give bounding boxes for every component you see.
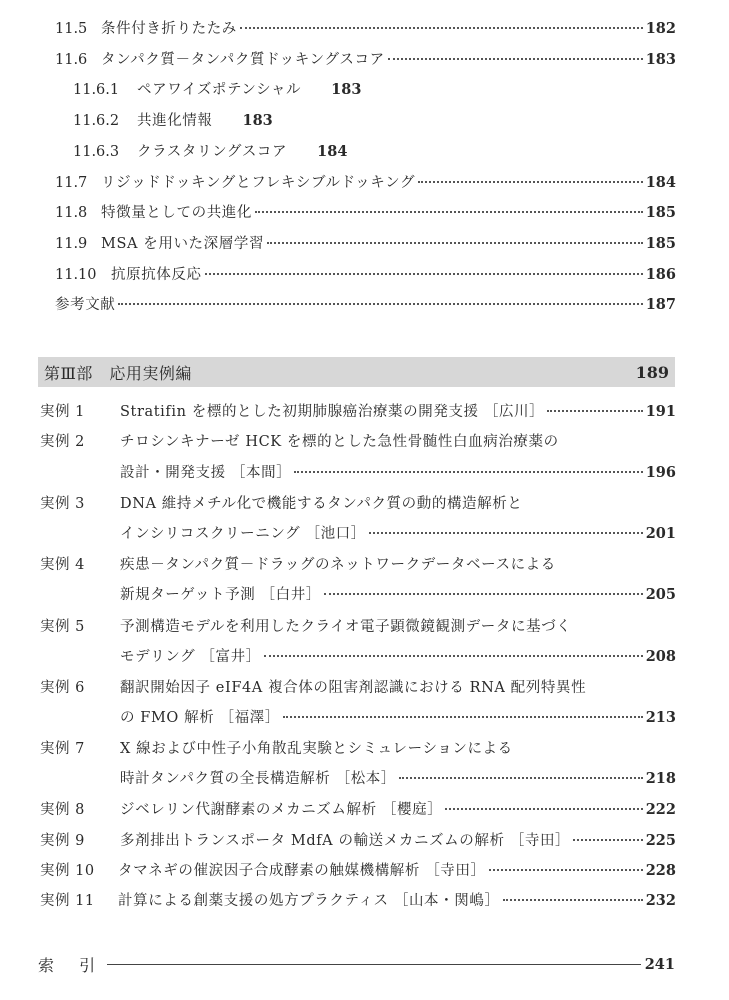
toc-case-7[interactable] xyxy=(40,739,676,759)
dot-leader xyxy=(399,777,643,779)
case-label: 実例 5 xyxy=(40,619,85,635)
toc-entry-11-10[interactable] xyxy=(55,265,676,285)
dot-leader xyxy=(205,273,643,275)
section-number: 11.7 xyxy=(55,175,88,191)
case-label: 実例 6 xyxy=(40,680,85,696)
case-title: 疾患－タンパク質－ドラッグのネットワークデータベースによる xyxy=(120,557,556,573)
page-number: 225 xyxy=(645,832,676,849)
toc-case-2[interactable] xyxy=(40,432,676,452)
case-title-cont: 設計・開発支援 ［本間］ xyxy=(120,465,292,481)
page-number: 218 xyxy=(645,770,676,787)
toc-entry-11-5[interactable] xyxy=(55,19,676,39)
part-header[interactable] xyxy=(38,357,675,387)
toc-entry-11-6-3[interactable] xyxy=(73,142,347,162)
toc-case-5[interactable] xyxy=(40,617,676,637)
section-title: 抗原抗体反応 xyxy=(111,267,202,283)
toc-entry-11-6-2[interactable] xyxy=(73,111,273,131)
section-title: クラスタリングスコア xyxy=(137,144,288,160)
toc-entry-11-7[interactable] xyxy=(55,173,676,193)
part-title: 第Ⅲ部 応用実例編 xyxy=(44,363,192,383)
section-title: MSA を用いた深層学習 xyxy=(101,236,265,252)
dot-leader xyxy=(573,839,643,841)
case-title: タマネギの催涙因子合成酵素の触媒機構解析 ［寺田］ xyxy=(118,863,486,879)
dot-leader xyxy=(118,303,642,305)
case-title: 多剤排出トランスポータ MdfA の輸送メカニズムの解析 ［寺田］ xyxy=(120,833,571,849)
toc-case-4-cont[interactable] xyxy=(120,585,676,605)
toc-case-9[interactable] xyxy=(40,831,676,851)
dot-leader xyxy=(418,181,643,183)
page-number: 184 xyxy=(645,174,676,191)
case-title: Stratifin を標的とした初期肺腺癌治療薬の開発支援 ［広川］ xyxy=(120,404,545,420)
toc-entry-references[interactable] xyxy=(55,295,676,315)
page-number: 186 xyxy=(645,266,676,283)
toc-case-6-cont[interactable] xyxy=(120,708,676,728)
case-title: 計算による創薬支援の処方プラクティス ［山本・関嶋］ xyxy=(118,893,500,909)
page-number: 185 xyxy=(645,235,676,252)
page-number: 241 xyxy=(644,956,675,973)
case-title-cont: インシリコスクリーニング ［池口］ xyxy=(120,526,366,542)
section-title: 特徴量としての共進化 xyxy=(101,205,252,221)
dot-leader xyxy=(255,211,643,213)
dot-leader xyxy=(489,869,643,871)
page-number: 196 xyxy=(645,464,676,481)
case-label: 実例 7 xyxy=(40,741,85,757)
dot-leader xyxy=(240,27,643,29)
dot-leader xyxy=(388,58,643,60)
toc-case-2-cont[interactable] xyxy=(120,463,676,483)
section-title: リジッドドッキングとフレキシブルドッキング xyxy=(101,175,416,191)
page-number: 183 xyxy=(645,51,676,68)
section-number: 11.6 xyxy=(55,52,88,68)
toc-case-7-cont[interactable] xyxy=(120,769,676,789)
section-title: タンパク質－タンパク質ドッキングスコア xyxy=(101,52,385,68)
dot-leader xyxy=(445,808,642,810)
case-label: 実例 2 xyxy=(40,434,85,450)
dot-leader xyxy=(324,593,643,595)
section-number: 11.5 xyxy=(55,21,88,37)
section-title: 共進化情報 xyxy=(137,113,213,129)
dot-leader xyxy=(267,242,643,244)
page-number: 185 xyxy=(645,204,676,221)
toc-case-8[interactable] xyxy=(40,800,676,820)
page-number: 213 xyxy=(645,709,676,726)
section-title: 参考文献 xyxy=(55,297,116,313)
toc-case-6[interactable] xyxy=(40,678,676,698)
section-number: 11.10 xyxy=(55,267,97,283)
case-title-cont: の FMO 解析 ［福澤］ xyxy=(120,710,280,726)
dot-leader xyxy=(294,471,642,473)
case-title: チロシンキナーゼ HCK を標的とした急性骨髄性白血病治療薬の xyxy=(120,434,559,450)
page-number: 189 xyxy=(635,362,669,382)
toc-entry-index[interactable] xyxy=(38,953,675,976)
page-number: 182 xyxy=(645,20,676,37)
case-title: 予測構造モデルを利用したクライオ電子顕微鏡観測データに基づく xyxy=(120,619,572,635)
section-number: 11.6.1 xyxy=(73,82,120,98)
solid-leader xyxy=(107,964,641,965)
case-title-cont: 時計タンパク質の全長構造解析 ［松本］ xyxy=(120,771,396,787)
toc-case-3[interactable] xyxy=(40,494,676,514)
toc-case-10[interactable] xyxy=(40,861,676,881)
case-label: 実例 9 xyxy=(40,833,85,849)
section-title: ペアワイズポテンシャル xyxy=(137,82,302,98)
dot-leader xyxy=(503,899,643,901)
case-title: 翻訳開始因子 eIF4A 複合体の阻害剤認識における RNA 配列特異性 xyxy=(120,680,587,696)
case-label: 実例 8 xyxy=(40,802,85,818)
case-label: 実例 10 xyxy=(40,863,95,879)
toc-case-1[interactable] xyxy=(40,402,676,422)
toc-entry-11-9[interactable] xyxy=(55,234,676,254)
page-number: 191 xyxy=(645,403,676,420)
case-label: 実例 11 xyxy=(40,893,95,909)
case-label: 実例 4 xyxy=(40,557,85,573)
page-number: 187 xyxy=(645,296,676,313)
page-number: 205 xyxy=(645,586,676,603)
section-number: 11.6.3 xyxy=(73,144,120,160)
case-label: 実例 3 xyxy=(40,496,85,512)
case-title-cont: モデリング ［富井］ xyxy=(120,649,261,665)
case-title: ジベレリン代謝酵素のメカニズム解析 ［櫻庭］ xyxy=(120,802,443,818)
dot-leader xyxy=(264,655,643,657)
toc-entry-11-8[interactable] xyxy=(55,203,676,223)
section-number: 11.9 xyxy=(55,236,88,252)
case-title: DNA 維持メチル化で機能するタンパク質の動的構造解析と xyxy=(120,496,523,512)
page-number: 228 xyxy=(645,862,676,879)
index-title: 索 引 xyxy=(38,956,106,975)
case-title-cont: 新規ターゲット予測 ［白井］ xyxy=(120,587,321,603)
toc-case-11[interactable] xyxy=(40,891,676,911)
page-number: 201 xyxy=(645,525,676,542)
case-label: 実例 1 xyxy=(40,404,85,420)
toc-case-5-cont[interactable] xyxy=(120,647,676,667)
toc-case-3-cont[interactable] xyxy=(120,524,676,544)
page-number: 208 xyxy=(645,648,676,665)
case-title: X 線および中性子小角散乱実験とシミュレーションによる xyxy=(120,741,513,757)
page-number: 183 xyxy=(331,81,362,98)
toc-case-4[interactable] xyxy=(40,555,676,575)
page-number: 232 xyxy=(645,892,676,909)
page-number: 184 xyxy=(317,143,348,160)
section-number: 11.6.2 xyxy=(73,113,120,129)
section-title: 条件付き折りたたみ xyxy=(101,21,237,37)
page-number: 183 xyxy=(242,112,273,129)
dot-leader xyxy=(369,532,643,534)
toc-entry-11-6[interactable] xyxy=(55,50,676,70)
section-number: 11.8 xyxy=(55,205,88,221)
page-number: 222 xyxy=(645,801,676,818)
dot-leader xyxy=(547,410,642,412)
dot-leader xyxy=(283,716,643,718)
toc-entry-11-6-1[interactable] xyxy=(73,80,361,100)
